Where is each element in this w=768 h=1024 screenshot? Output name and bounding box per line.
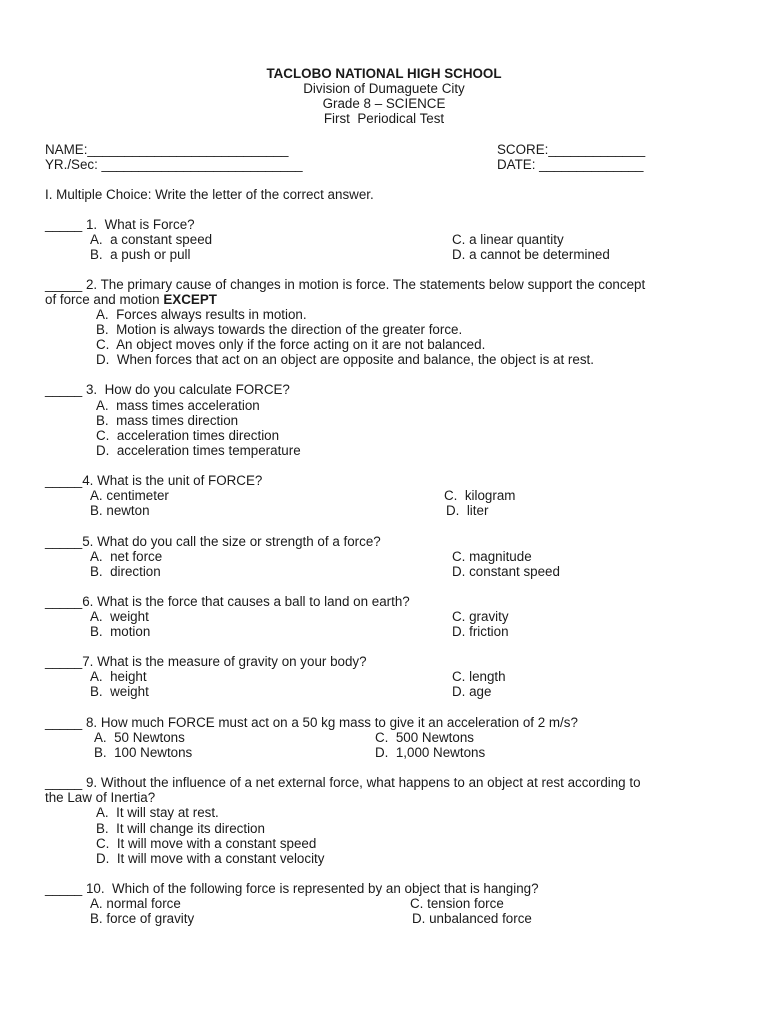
question-2-choice-b: B. Motion is always towards the direction of the greater force. — [96, 322, 463, 337]
question-8-choice-b: B. 100 Newtons — [94, 745, 193, 760]
division-name: Division of Dumaguete City — [303, 81, 465, 96]
question-9-choice-b: B. It will change its direction — [96, 821, 265, 836]
question-8-choice-d: D. 1,000 Newtons — [375, 745, 486, 760]
question-2-choice-c: C. An object moves only if the force acting on it are not balanced. — [96, 337, 486, 352]
question-2-choice-a: A. Forces always results in motion. — [96, 307, 307, 322]
question-4-choice-b: B. newton — [90, 503, 150, 518]
question-10-choice-d: D. unbalanced force — [412, 911, 532, 926]
question-1-choice-b: B. a push or pull — [90, 247, 191, 262]
date-field: DATE: ______________ — [497, 157, 644, 172]
question-9-choice-a: A. It will stay at rest. — [96, 805, 219, 820]
question-9-choice-d: D. It will move with a constant velocity — [96, 851, 325, 866]
question-3-choice-c: C. acceleration times direction — [96, 428, 280, 443]
question-6-choice-d: D. friction — [452, 624, 509, 639]
question-5-choice-c: C. magnitude — [452, 549, 532, 564]
question-7-choice-c: C. length — [452, 669, 506, 684]
question-9-stem: _____ 9. Without the influence of a net external force, what happens to an object at rest according to — [45, 775, 641, 790]
school-name: TACLOBO NATIONAL HIGH SCHOOL — [266, 66, 502, 81]
question-7-choice-a: A. height — [90, 669, 147, 684]
question-7-stem: _____7. What is the measure of gravity on your body? — [45, 654, 367, 669]
question-4-stem: _____4. What is the unit of FORCE? — [45, 473, 263, 488]
question-7-choice-b: B. weight — [90, 684, 149, 699]
question-6-choice-a: A. weight — [90, 609, 149, 624]
yr-sec-field: YR./Sec: ___________________________ — [45, 157, 303, 172]
question-7-choice-d: D. age — [452, 684, 492, 699]
question-2-stem: _____ 2. The primary cause of changes in motion is force. The statements below support the concept — [45, 277, 646, 292]
question-10-stem: _____ 10. Which of the following force is represented by an object that is hanging? — [45, 881, 539, 896]
question-5-choice-a: A. net force — [90, 549, 163, 564]
question-2-choice-d: D. When forces that act on an object are opposite and balance, the object is at rest. — [96, 352, 594, 367]
question-3-choice-d: D. acceleration times temperature — [96, 443, 301, 458]
question-3-stem: _____ 3. How do you calculate FORCE? — [45, 382, 290, 397]
question-5-choice-d: D. constant speed — [452, 564, 560, 579]
question-5-stem: _____5. What do you call the size or strength of a force? — [45, 534, 381, 549]
question-8-choice-a: A. 50 Newtons — [94, 730, 185, 745]
question-1-choice-a: A. a constant speed — [90, 232, 213, 247]
score-field: SCORE:_____________ — [497, 142, 646, 157]
instructions: I. Multiple Choice: Write the letter of the correct answer. — [45, 187, 374, 202]
name-field: NAME:___________________________ — [45, 142, 289, 157]
question-1-choice-c: C. a linear quantity — [452, 232, 564, 247]
except-emphasis: EXCEPT — [163, 292, 217, 307]
question-6-choice-b: B. motion — [90, 624, 151, 639]
question-2-stem-line2: of force and motion EXCEPT — [45, 292, 217, 307]
question-8-choice-c: C. 500 Newtons — [375, 730, 474, 745]
grade-subject: Grade 8 – SCIENCE — [322, 96, 446, 111]
question-1-stem: _____ 1. What is Force? — [45, 217, 195, 232]
test-title: First Periodical Test — [323, 111, 445, 126]
question-4-choice-d: D. liter — [446, 503, 489, 518]
question-8-stem: _____ 8. How much FORCE must act on a 50 kg mass to give it an acceleration of 2 m/s? — [45, 715, 578, 730]
question-1-choice-d: D. a cannot be determined — [452, 247, 610, 262]
question-6-choice-c: C. gravity — [452, 609, 509, 624]
question-10-choice-c: C. tension force — [410, 896, 504, 911]
question-9-choice-c: C. It will move with a constant speed — [96, 836, 317, 851]
question-9-stem-line2: the Law of Inertia? — [45, 790, 156, 805]
question-5-choice-b: B. direction — [90, 564, 161, 579]
question-3-choice-a: A. mass times acceleration — [96, 398, 260, 413]
question-10-choice-a: A. normal force — [90, 896, 181, 911]
question-4-choice-a: A. centimeter — [90, 488, 169, 503]
question-6-stem: _____6. What is the force that causes a ball to land on earth? — [45, 594, 410, 609]
question-3-choice-b: B. mass times direction — [96, 413, 239, 428]
question-4-choice-c: C. kilogram — [444, 488, 516, 503]
question-10-choice-b: B. force of gravity — [90, 911, 195, 926]
